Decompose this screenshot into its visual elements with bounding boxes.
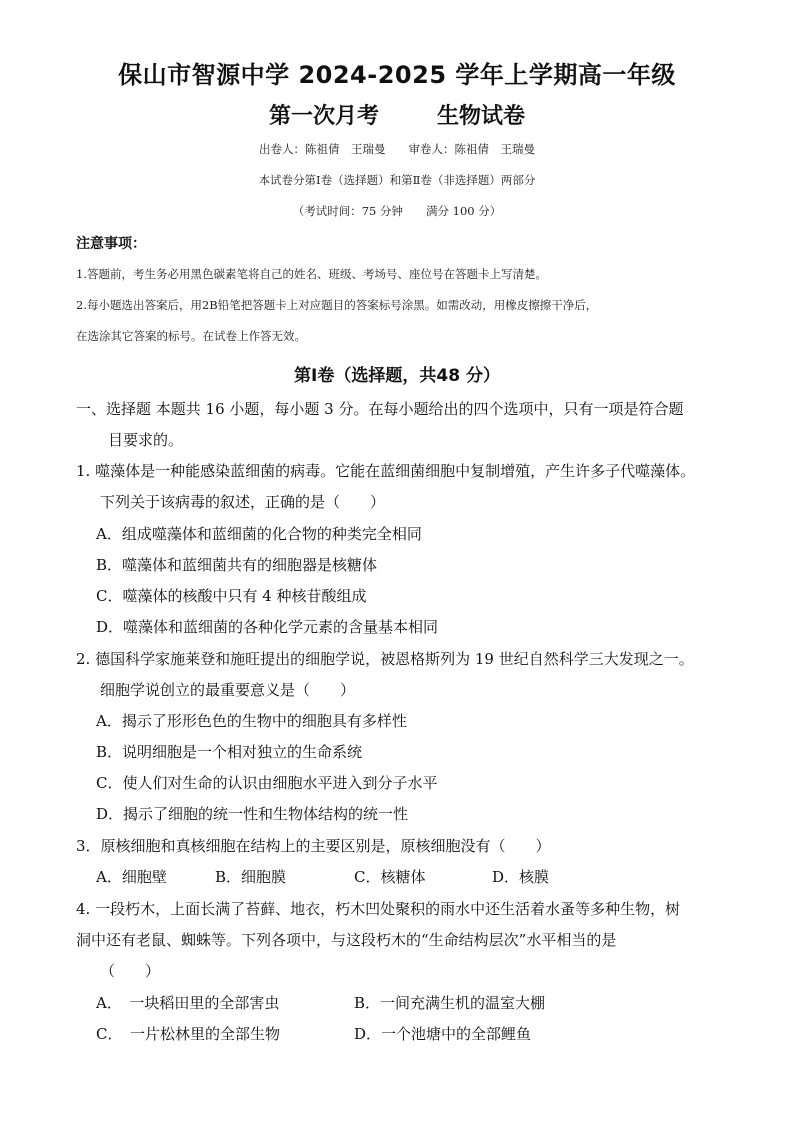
option-d: D．核膜	[492, 868, 550, 886]
option-d: D．噬藻体和蓝细菌的各种化学元素的含量基本相同	[96, 618, 439, 636]
exam-authors: 出卷人：陈祖倩 王瑞曼 审卷人：陈祖倩 王瑞曼	[259, 142, 535, 156]
option-a: A．揭示了形形色色的生物中的细胞具有多样性	[96, 712, 407, 730]
option-c: C．使人们对生命的认识由细胞水平进入到分子水平	[96, 774, 438, 792]
option-d: D．一个池塘中的全部鲤鱼	[354, 1025, 532, 1043]
question-stem: 1. 噬藻体是一种能感染蓝细菌的病毒。它能在蓝细菌细胞中复制增殖，产生许多子代噬藻体。	[76, 462, 696, 480]
note-item: 在选涂其它答案的标号。在试卷上作答无效。	[76, 329, 306, 343]
exam-title: 保山市智源中学 2024-2025 学年上学期高一年级	[118, 61, 676, 89]
exam-subtitle	[0, 99, 794, 130]
option-d: D．揭示了细胞的统一性和生物体结构的统一性	[96, 805, 409, 823]
question-stem-cont: 细胞学说创立的最重要意义是（ ）	[100, 681, 356, 699]
option-b: B．一间充满生机的温室大棚	[354, 994, 546, 1012]
exam-time: （考试时间：75 分钟 满分 100 分）	[292, 204, 502, 218]
section-intro-cont: 目要求的。	[108, 431, 184, 449]
option-a: A．细胞壁	[96, 868, 167, 886]
subtitle-subject: 生物试卷	[437, 104, 526, 129]
question-stem: 2. 德国科学家施莱登和施旺提出的细胞学说，被恩格斯列为 19 世纪自然科学三大发现之一。	[76, 650, 694, 668]
option-a: A．组成噬藻体和蓝细菌的化合物的种类完全相同	[96, 525, 422, 543]
option-c: C． 一片松林里的全部生物	[96, 1025, 280, 1043]
option-b: B．噬藻体和蓝细菌共有的细胞器是核糖体	[96, 556, 378, 574]
question-stem: 4. 一段朽木，上面长满了苔藓、地衣，朽木凹处聚积的雨水中还生活着水蚤等多种生物，树	[76, 900, 681, 918]
exam-structure: 本试卷分第Ⅰ卷（选择题）和第Ⅱ卷（非选择题）两部分	[258, 173, 536, 187]
option-c: C．核糖体	[354, 868, 426, 886]
note-item: 2.每小题选出答案后，用2B铅笔把答题卡上对应题目的答案标号涂黑。如需改动，用橡皮擦擦干净后，	[76, 298, 598, 312]
section-heading: 第Ⅰ卷（选择题，共48 分）	[294, 366, 500, 386]
question-stem-cont: （ ）	[100, 962, 161, 980]
option-c: C．噬藻体的核酸中只有 4 种核苷酸组成	[96, 587, 367, 605]
option-a: A． 一块稻田里的全部害虫	[96, 994, 280, 1012]
section-intro: 一、选择题 本题共 16 小题，每小题 3 分。在每小题给出的四个选项中，只有一项是符合题	[76, 400, 684, 418]
subtitle-exam-type: 第一次月考	[268, 104, 379, 129]
question-stem-cont: 下列关于该病毒的叙述，正确的是（ ）	[100, 493, 386, 511]
question-stem: 3．原核细胞和真核细胞在结构上的主要区别是，原核细胞没有（ ）	[76, 837, 551, 855]
option-b: B．说明细胞是一个相对独立的生命系统	[96, 743, 363, 761]
question-stem-cont: 洞中还有老鼠、蜘蛛等。下列各项中，与这段朽木的“生命结构层次”水平相当的是	[76, 931, 617, 949]
note-item: 1.答题前，考生务必用黑色碳素笔将自己的姓名、班级、考场号、座位号在答题卡上写清楚。	[76, 267, 547, 281]
option-b: B．细胞膜	[215, 868, 287, 886]
notes-heading: 注意事项：	[76, 236, 146, 252]
